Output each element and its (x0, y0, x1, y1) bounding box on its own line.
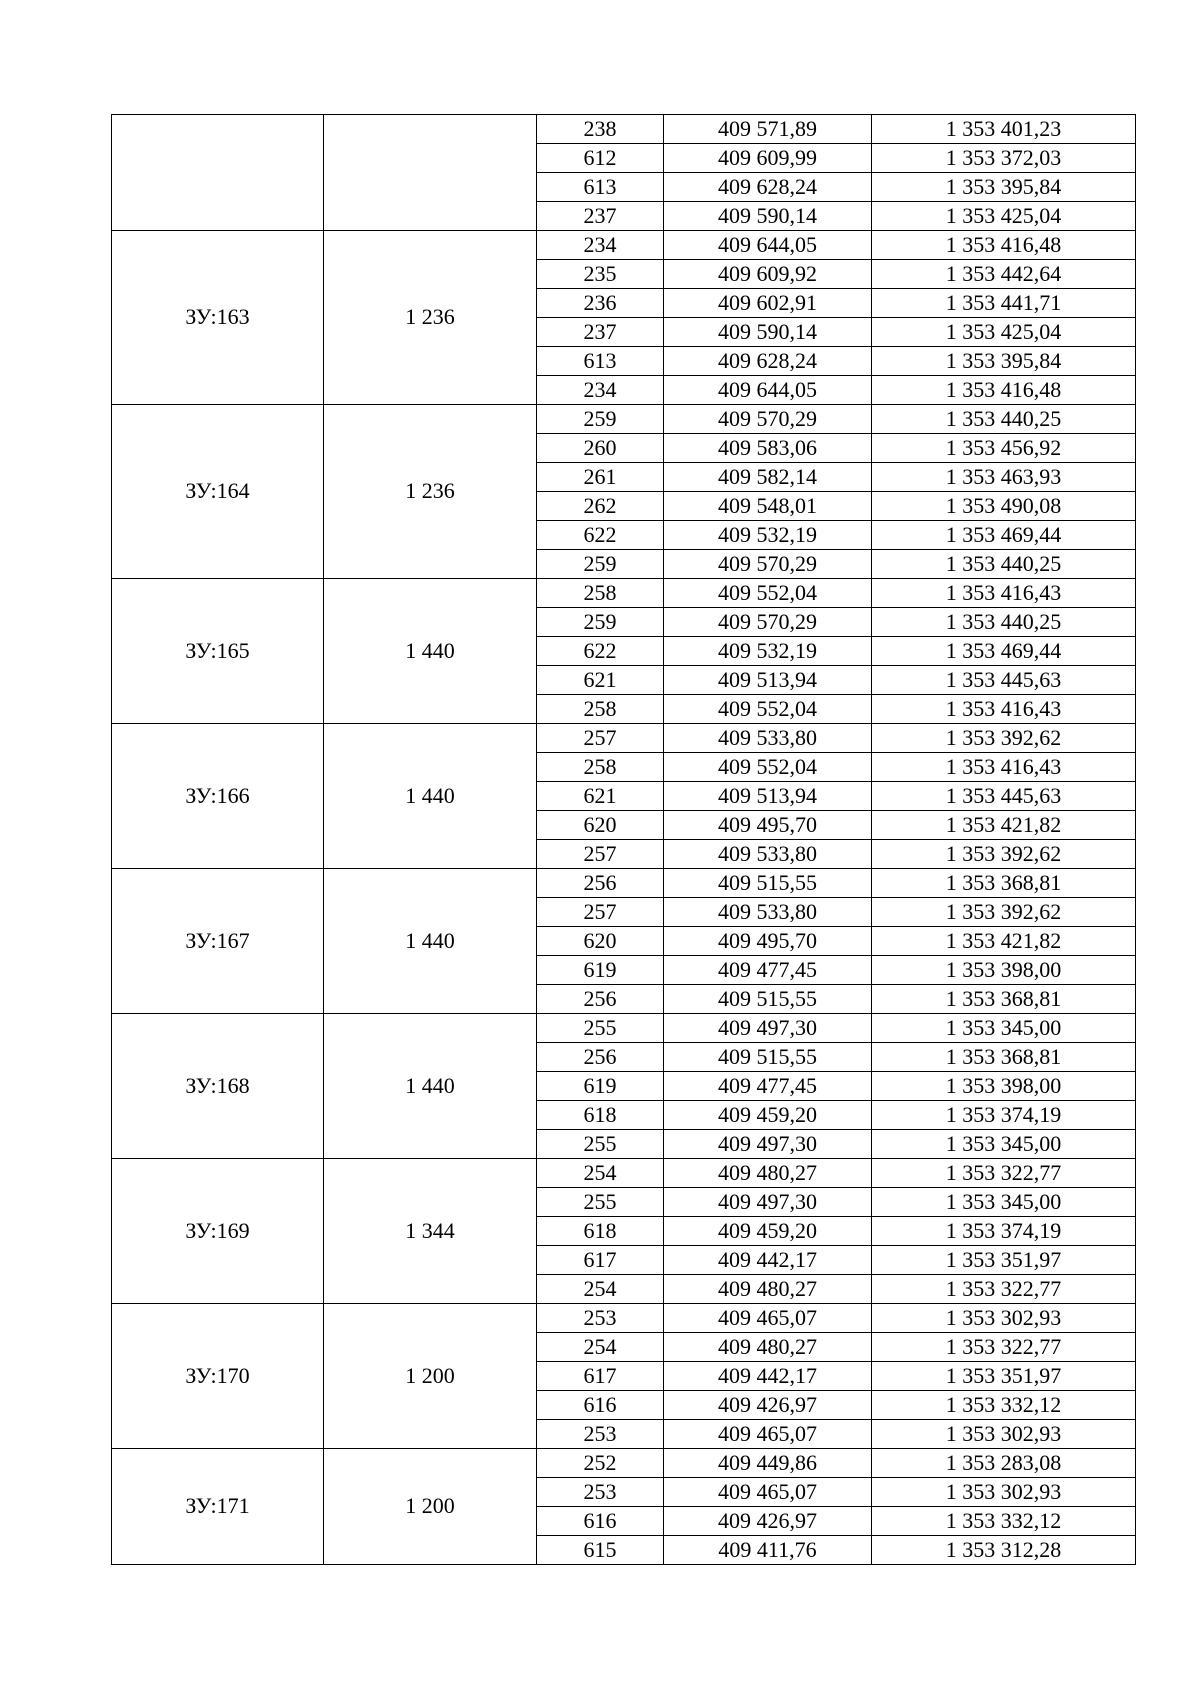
table-row (112, 724, 1136, 753)
x-coordinate-cell: 409 571,89 (664, 115, 872, 144)
point-number-cell: 259 (537, 550, 664, 579)
point-number-cell: 262 (537, 492, 664, 521)
y-coordinate-cell: 1 353 392,62 (872, 724, 1136, 753)
y-coordinate-cell: 1 353 345,00 (872, 1014, 1136, 1043)
x-coordinate-cell: 409 497,30 (664, 1188, 872, 1217)
point-number-cell: 620 (537, 811, 664, 840)
y-coordinate-cell: 1 353 312,28 (872, 1536, 1136, 1565)
point-number-cell: 258 (537, 753, 664, 782)
plot-id-cell: ЗУ:168 (112, 1014, 324, 1159)
point-number-cell: 255 (537, 1130, 664, 1159)
x-coordinate-cell: 409 442,17 (664, 1246, 872, 1275)
point-number-cell: 618 (537, 1101, 664, 1130)
x-coordinate-cell: 409 570,29 (664, 405, 872, 434)
point-number-cell: 615 (537, 1536, 664, 1565)
plot-id-cell: ЗУ:163 (112, 231, 324, 405)
x-coordinate-cell: 409 495,70 (664, 927, 872, 956)
x-coordinate-cell: 409 609,99 (664, 144, 872, 173)
y-coordinate-cell: 1 353 425,04 (872, 318, 1136, 347)
point-number-cell: 256 (537, 869, 664, 898)
x-coordinate-cell: 409 533,80 (664, 724, 872, 753)
y-coordinate-cell: 1 353 421,82 (872, 927, 1136, 956)
y-coordinate-cell: 1 353 395,84 (872, 173, 1136, 202)
point-number-cell: 257 (537, 898, 664, 927)
y-coordinate-cell: 1 353 425,04 (872, 202, 1136, 231)
y-coordinate-cell: 1 353 416,43 (872, 753, 1136, 782)
x-coordinate-cell: 409 552,04 (664, 579, 872, 608)
plot-id-cell: ЗУ:170 (112, 1304, 324, 1449)
point-number-cell: 256 (537, 985, 664, 1014)
x-coordinate-cell: 409 480,27 (664, 1275, 872, 1304)
y-coordinate-cell: 1 353 351,97 (872, 1246, 1136, 1275)
x-coordinate-cell: 409 459,20 (664, 1217, 872, 1246)
point-number-cell: 620 (537, 927, 664, 956)
x-coordinate-cell: 409 442,17 (664, 1362, 872, 1391)
point-number-cell: 234 (537, 376, 664, 405)
y-coordinate-cell: 1 353 374,19 (872, 1217, 1136, 1246)
coordinates-table-body (112, 115, 1136, 1565)
point-number-cell: 622 (537, 637, 664, 666)
x-coordinate-cell: 409 532,19 (664, 637, 872, 666)
plot-area-cell: 1 440 (324, 869, 537, 1014)
y-coordinate-cell: 1 353 421,82 (872, 811, 1136, 840)
table-row (112, 579, 1136, 608)
point-number-cell: 253 (537, 1420, 664, 1449)
table-row (112, 405, 1136, 434)
y-coordinate-cell: 1 353 392,62 (872, 898, 1136, 927)
point-number-cell: 618 (537, 1217, 664, 1246)
point-number-cell: 259 (537, 405, 664, 434)
table-row (112, 115, 1136, 144)
table-row (112, 869, 1136, 898)
x-coordinate-cell: 409 532,19 (664, 521, 872, 550)
point-number-cell: 257 (537, 840, 664, 869)
point-number-cell: 616 (537, 1391, 664, 1420)
x-coordinate-cell: 409 552,04 (664, 753, 872, 782)
y-coordinate-cell: 1 353 416,43 (872, 695, 1136, 724)
point-number-cell: 235 (537, 260, 664, 289)
point-number-cell: 616 (537, 1507, 664, 1536)
y-coordinate-cell: 1 353 463,93 (872, 463, 1136, 492)
table-row (112, 1449, 1136, 1478)
point-number-cell: 255 (537, 1188, 664, 1217)
coordinates-table (111, 114, 1136, 1565)
y-coordinate-cell: 1 353 332,12 (872, 1391, 1136, 1420)
plot-id-cell: ЗУ:171 (112, 1449, 324, 1565)
x-coordinate-cell: 409 602,91 (664, 289, 872, 318)
y-coordinate-cell: 1 353 372,03 (872, 144, 1136, 173)
point-number-cell: 254 (537, 1159, 664, 1188)
x-coordinate-cell: 409 477,45 (664, 1072, 872, 1101)
x-coordinate-cell: 409 480,27 (664, 1333, 872, 1362)
plot-area-cell: 1 344 (324, 1159, 537, 1304)
x-coordinate-cell: 409 411,76 (664, 1536, 872, 1565)
y-coordinate-cell: 1 353 398,00 (872, 956, 1136, 985)
point-number-cell: 612 (537, 144, 664, 173)
point-number-cell: 617 (537, 1246, 664, 1275)
plot-id-cell: ЗУ:164 (112, 405, 324, 579)
x-coordinate-cell: 409 582,14 (664, 463, 872, 492)
x-coordinate-cell: 409 426,97 (664, 1391, 872, 1420)
plot-area-cell: 1 440 (324, 1014, 537, 1159)
x-coordinate-cell: 409 515,55 (664, 869, 872, 898)
point-number-cell: 252 (537, 1449, 664, 1478)
y-coordinate-cell: 1 353 302,93 (872, 1304, 1136, 1333)
point-number-cell: 260 (537, 434, 664, 463)
point-number-cell: 258 (537, 695, 664, 724)
point-number-cell: 619 (537, 1072, 664, 1101)
y-coordinate-cell: 1 353 490,08 (872, 492, 1136, 521)
point-number-cell: 257 (537, 724, 664, 753)
y-coordinate-cell: 1 353 345,00 (872, 1130, 1136, 1159)
plot-area-cell: 1 440 (324, 724, 537, 869)
plot-area-cell: 1 440 (324, 579, 537, 724)
y-coordinate-cell: 1 353 445,63 (872, 782, 1136, 811)
x-coordinate-cell: 409 480,27 (664, 1159, 872, 1188)
y-coordinate-cell: 1 353 416,48 (872, 376, 1136, 405)
y-coordinate-cell: 1 353 469,44 (872, 637, 1136, 666)
y-coordinate-cell: 1 353 440,25 (872, 608, 1136, 637)
y-coordinate-cell: 1 353 368,81 (872, 869, 1136, 898)
x-coordinate-cell: 409 533,80 (664, 898, 872, 927)
point-number-cell: 234 (537, 231, 664, 260)
y-coordinate-cell: 1 353 368,81 (872, 985, 1136, 1014)
point-number-cell: 613 (537, 347, 664, 376)
plot-area-cell: 1 200 (324, 1304, 537, 1449)
x-coordinate-cell: 409 465,07 (664, 1420, 872, 1449)
x-coordinate-cell: 409 590,14 (664, 202, 872, 231)
x-coordinate-cell: 409 644,05 (664, 376, 872, 405)
plot-id-cell: ЗУ:165 (112, 579, 324, 724)
x-coordinate-cell: 409 449,86 (664, 1449, 872, 1478)
y-coordinate-cell: 1 353 392,62 (872, 840, 1136, 869)
y-coordinate-cell: 1 353 332,12 (872, 1507, 1136, 1536)
x-coordinate-cell: 409 533,80 (664, 840, 872, 869)
table-row (112, 1159, 1136, 1188)
point-number-cell: 255 (537, 1014, 664, 1043)
x-coordinate-cell: 409 426,97 (664, 1507, 872, 1536)
plot-area-cell (324, 115, 537, 231)
plot-area-cell: 1 236 (324, 405, 537, 579)
y-coordinate-cell: 1 353 374,19 (872, 1101, 1136, 1130)
x-coordinate-cell: 409 515,55 (664, 1043, 872, 1072)
point-number-cell: 261 (537, 463, 664, 492)
x-coordinate-cell: 409 609,92 (664, 260, 872, 289)
point-number-cell: 238 (537, 115, 664, 144)
table-row (112, 1014, 1136, 1043)
y-coordinate-cell: 1 353 345,00 (872, 1188, 1136, 1217)
y-coordinate-cell: 1 353 456,92 (872, 434, 1136, 463)
point-number-cell: 237 (537, 202, 664, 231)
plot-id-cell (112, 115, 324, 231)
y-coordinate-cell: 1 353 351,97 (872, 1362, 1136, 1391)
x-coordinate-cell: 409 570,29 (664, 550, 872, 579)
x-coordinate-cell: 409 465,07 (664, 1304, 872, 1333)
point-number-cell: 613 (537, 173, 664, 202)
table-row (112, 231, 1136, 260)
point-number-cell: 237 (537, 318, 664, 347)
x-coordinate-cell: 409 548,01 (664, 492, 872, 521)
y-coordinate-cell: 1 353 441,71 (872, 289, 1136, 318)
y-coordinate-cell: 1 353 416,43 (872, 579, 1136, 608)
plot-id-cell: ЗУ:169 (112, 1159, 324, 1304)
point-number-cell: 617 (537, 1362, 664, 1391)
y-coordinate-cell: 1 353 395,84 (872, 347, 1136, 376)
point-number-cell: 253 (537, 1304, 664, 1333)
point-number-cell: 621 (537, 782, 664, 811)
x-coordinate-cell: 409 477,45 (664, 956, 872, 985)
y-coordinate-cell: 1 353 440,25 (872, 550, 1136, 579)
x-coordinate-cell: 409 644,05 (664, 231, 872, 260)
point-number-cell: 256 (537, 1043, 664, 1072)
y-coordinate-cell: 1 353 469,44 (872, 521, 1136, 550)
plot-id-cell: ЗУ:166 (112, 724, 324, 869)
x-coordinate-cell: 409 513,94 (664, 782, 872, 811)
point-number-cell: 259 (537, 608, 664, 637)
table-row (112, 1304, 1136, 1333)
x-coordinate-cell: 409 495,70 (664, 811, 872, 840)
x-coordinate-cell: 409 515,55 (664, 985, 872, 1014)
y-coordinate-cell: 1 353 440,25 (872, 405, 1136, 434)
x-coordinate-cell: 409 465,07 (664, 1478, 872, 1507)
point-number-cell: 236 (537, 289, 664, 318)
plot-area-cell: 1 236 (324, 231, 537, 405)
x-coordinate-cell: 409 628,24 (664, 347, 872, 376)
x-coordinate-cell: 409 497,30 (664, 1130, 872, 1159)
plot-area-cell: 1 200 (324, 1449, 537, 1565)
x-coordinate-cell: 409 497,30 (664, 1014, 872, 1043)
x-coordinate-cell: 409 628,24 (664, 173, 872, 202)
y-coordinate-cell: 1 353 445,63 (872, 666, 1136, 695)
y-coordinate-cell: 1 353 416,48 (872, 231, 1136, 260)
point-number-cell: 619 (537, 956, 664, 985)
x-coordinate-cell: 409 590,14 (664, 318, 872, 347)
y-coordinate-cell: 1 353 368,81 (872, 1043, 1136, 1072)
y-coordinate-cell: 1 353 442,64 (872, 260, 1136, 289)
plot-id-cell: ЗУ:167 (112, 869, 324, 1014)
x-coordinate-cell: 409 583,06 (664, 434, 872, 463)
x-coordinate-cell: 409 570,29 (664, 608, 872, 637)
point-number-cell: 254 (537, 1275, 664, 1304)
y-coordinate-cell: 1 353 322,77 (872, 1275, 1136, 1304)
y-coordinate-cell: 1 353 398,00 (872, 1072, 1136, 1101)
y-coordinate-cell: 1 353 302,93 (872, 1420, 1136, 1449)
x-coordinate-cell: 409 513,94 (664, 666, 872, 695)
y-coordinate-cell: 1 353 322,77 (872, 1159, 1136, 1188)
point-number-cell: 258 (537, 579, 664, 608)
y-coordinate-cell: 1 353 302,93 (872, 1478, 1136, 1507)
x-coordinate-cell: 409 552,04 (664, 695, 872, 724)
point-number-cell: 621 (537, 666, 664, 695)
x-coordinate-cell: 409 459,20 (664, 1101, 872, 1130)
y-coordinate-cell: 1 353 322,77 (872, 1333, 1136, 1362)
point-number-cell: 253 (537, 1478, 664, 1507)
point-number-cell: 254 (537, 1333, 664, 1362)
y-coordinate-cell: 1 353 283,08 (872, 1449, 1136, 1478)
point-number-cell: 622 (537, 521, 664, 550)
y-coordinate-cell: 1 353 401,23 (872, 115, 1136, 144)
